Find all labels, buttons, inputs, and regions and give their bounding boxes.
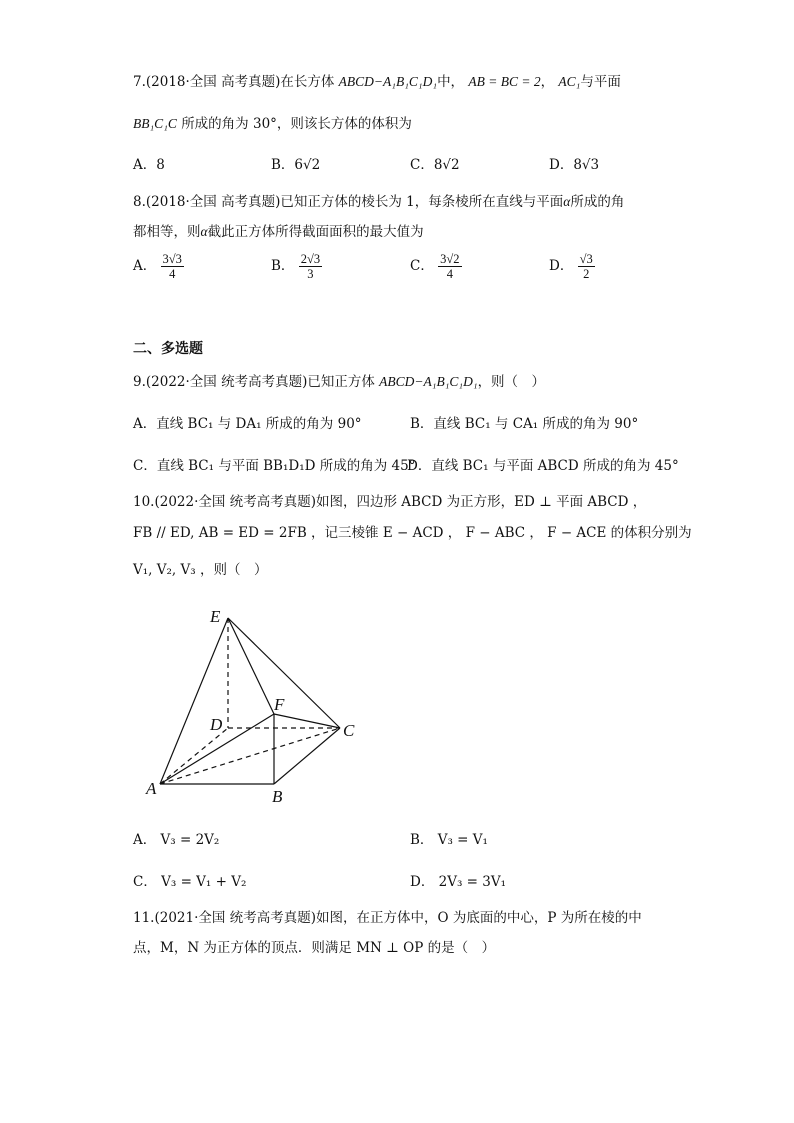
q8-option-d-label: D． [549, 258, 574, 274]
q9-number: 9. [133, 374, 146, 390]
q10-line1-text: 如图，四边形 ABCD 为正方形，ED ⊥ 平面 ABCD ， [315, 494, 647, 510]
label-D: D [210, 715, 223, 734]
q8-option-b-fraction [299, 252, 322, 281]
q9-option-d[interactable]: D．直线 BC₁ 与平面 ABCD 所成的角为 45° [407, 458, 679, 474]
fraction-numerator: 2√3 [300, 252, 321, 266]
q11-line1-text: 如图，在正方体中，O 为底面的中心，P 为所在棱的中 [315, 910, 642, 926]
q8-line2 [133, 222, 424, 242]
q7-line1 [133, 72, 621, 92]
q10-source: (2022·全国 统考高考真题) [154, 494, 316, 510]
fraction-denominator: 2 [583, 267, 590, 281]
edge-BC [274, 728, 340, 784]
q10-line3: V₁, V₂, V₃ ，则（ ） [133, 562, 268, 578]
q7-plane: BB₁C₁C [133, 116, 177, 131]
q8-option-d[interactable] [549, 252, 595, 281]
edge-FC [274, 714, 340, 728]
q7-option-c[interactable]: C．8√2 [410, 157, 460, 173]
q10-number: 10. [133, 494, 155, 510]
q8-option-c-fraction [438, 252, 461, 281]
q7-segment: AC₁ [558, 74, 581, 89]
q11-line2: 点，M，N 为正方体的顶点．则满足 MN ⊥ OP 的是（ ） [133, 940, 496, 956]
q8-alpha: α [563, 194, 571, 209]
q7-stem-text: 在长方体 [280, 74, 335, 90]
q8-stem-text: 已知正方体的棱长为 1，每条棱所在直线与平面 [280, 194, 564, 210]
q10-option-d[interactable]: D． 2V₃ = 3V₁ [410, 874, 507, 890]
q7-source: (2018·全国 高考真题) [145, 74, 281, 90]
q9-option-c[interactable]: C．直线 BC₁ 与平面 BB₁D₁D 所成的角为 45° [133, 458, 416, 474]
q8-option-b[interactable] [271, 252, 322, 281]
q8-option-c[interactable] [410, 252, 462, 281]
q8-line1 [133, 192, 624, 212]
q11-source: (2021·全国 统考高考真题) [154, 910, 316, 926]
q8-stem2b-text: 截此正方体所得截面面积的最大值为 [207, 224, 424, 240]
q9-line1 [133, 372, 545, 392]
q11-number: 11. [133, 910, 155, 926]
q10-line1 [133, 492, 646, 512]
fraction-numerator: 3√2 [440, 252, 460, 266]
edge-AC-dashed [160, 728, 340, 784]
q9-stem2-text: ，则（ ） [477, 374, 546, 390]
q9-option-a[interactable]: A．直线 BC₁ 与 DA₁ 所成的角为 90° [133, 416, 362, 432]
q8-alpha-2: α [200, 224, 208, 239]
q8-stem2a-text: 都相等，则 [133, 224, 201, 240]
q8-option-d-fraction [578, 252, 595, 281]
q11-line1 [133, 908, 642, 928]
label-C: C [343, 721, 355, 740]
q7-body-name: ABCD−A₁B₁C₁D₁ [338, 74, 438, 89]
q8-option-a-fraction [161, 252, 184, 281]
q7-option-b[interactable]: B．6√2 [271, 157, 321, 173]
fraction-denominator: 4 [446, 267, 453, 281]
q9-stem-text: 已知正方体 [307, 374, 375, 390]
q9-body-name: ABCD−A₁B₁C₁D₁ [379, 374, 478, 389]
label-A: A [146, 779, 157, 798]
q7-mid-text: 中， [437, 74, 465, 90]
q8-option-b-label: B． [271, 258, 295, 274]
q7-line2 [133, 114, 412, 134]
q10-option-a[interactable]: A． V₃ = 2V₂ [133, 832, 220, 848]
edge-EF [228, 618, 274, 714]
q7-sep: ， [540, 74, 555, 90]
q7-option-a[interactable]: A．8 [133, 157, 165, 173]
q7-condition: AB = BC = 2 [468, 74, 541, 89]
q7-option-d[interactable]: D．8√3 [549, 157, 600, 173]
q8-option-a-label: A． [133, 258, 157, 274]
label-E: E [210, 607, 221, 626]
fraction-denominator: 4 [169, 267, 176, 281]
q10-option-c[interactable]: C． V₃ = V₁ + V₂ [133, 874, 247, 890]
q8-option-a[interactable] [133, 252, 184, 281]
fraction-denominator: 3 [307, 267, 314, 281]
q9-source: (2022·全国 统考高考真题) [145, 374, 308, 390]
q10-line2: FB // ED, AB = ED = 2FB ，记三棱锥 E − ACD ， F − ABC ， F − ACE 的体积分别为 [133, 525, 692, 541]
edge-AD-dashed [160, 728, 228, 784]
q7-stem2-text: 所成的角为 30°，则该长方体的体积为 [181, 116, 412, 132]
edge-EA [160, 618, 228, 784]
q8-stem1b-text: 所成的角 [570, 194, 625, 210]
q8-source: (2018·全国 高考真题) [145, 194, 281, 210]
q8-option-c-label: C． [410, 258, 434, 274]
label-F: F [274, 695, 285, 714]
q8-number: 8. [133, 194, 146, 210]
fraction-numerator: √3 [579, 252, 593, 266]
fraction-numerator: 3√3 [162, 252, 182, 266]
q7-mid2-text: 与平面 [580, 74, 621, 90]
q9-option-b[interactable]: B．直线 BC₁ 与 CA₁ 所成的角为 90° [410, 416, 639, 432]
section-title: 二、多选题 [133, 341, 203, 357]
q10-option-b[interactable]: B． V₃ = V₁ [410, 832, 488, 848]
q7-number: 7. [133, 74, 146, 90]
label-B: B [272, 787, 283, 806]
q10-figure [140, 600, 380, 810]
